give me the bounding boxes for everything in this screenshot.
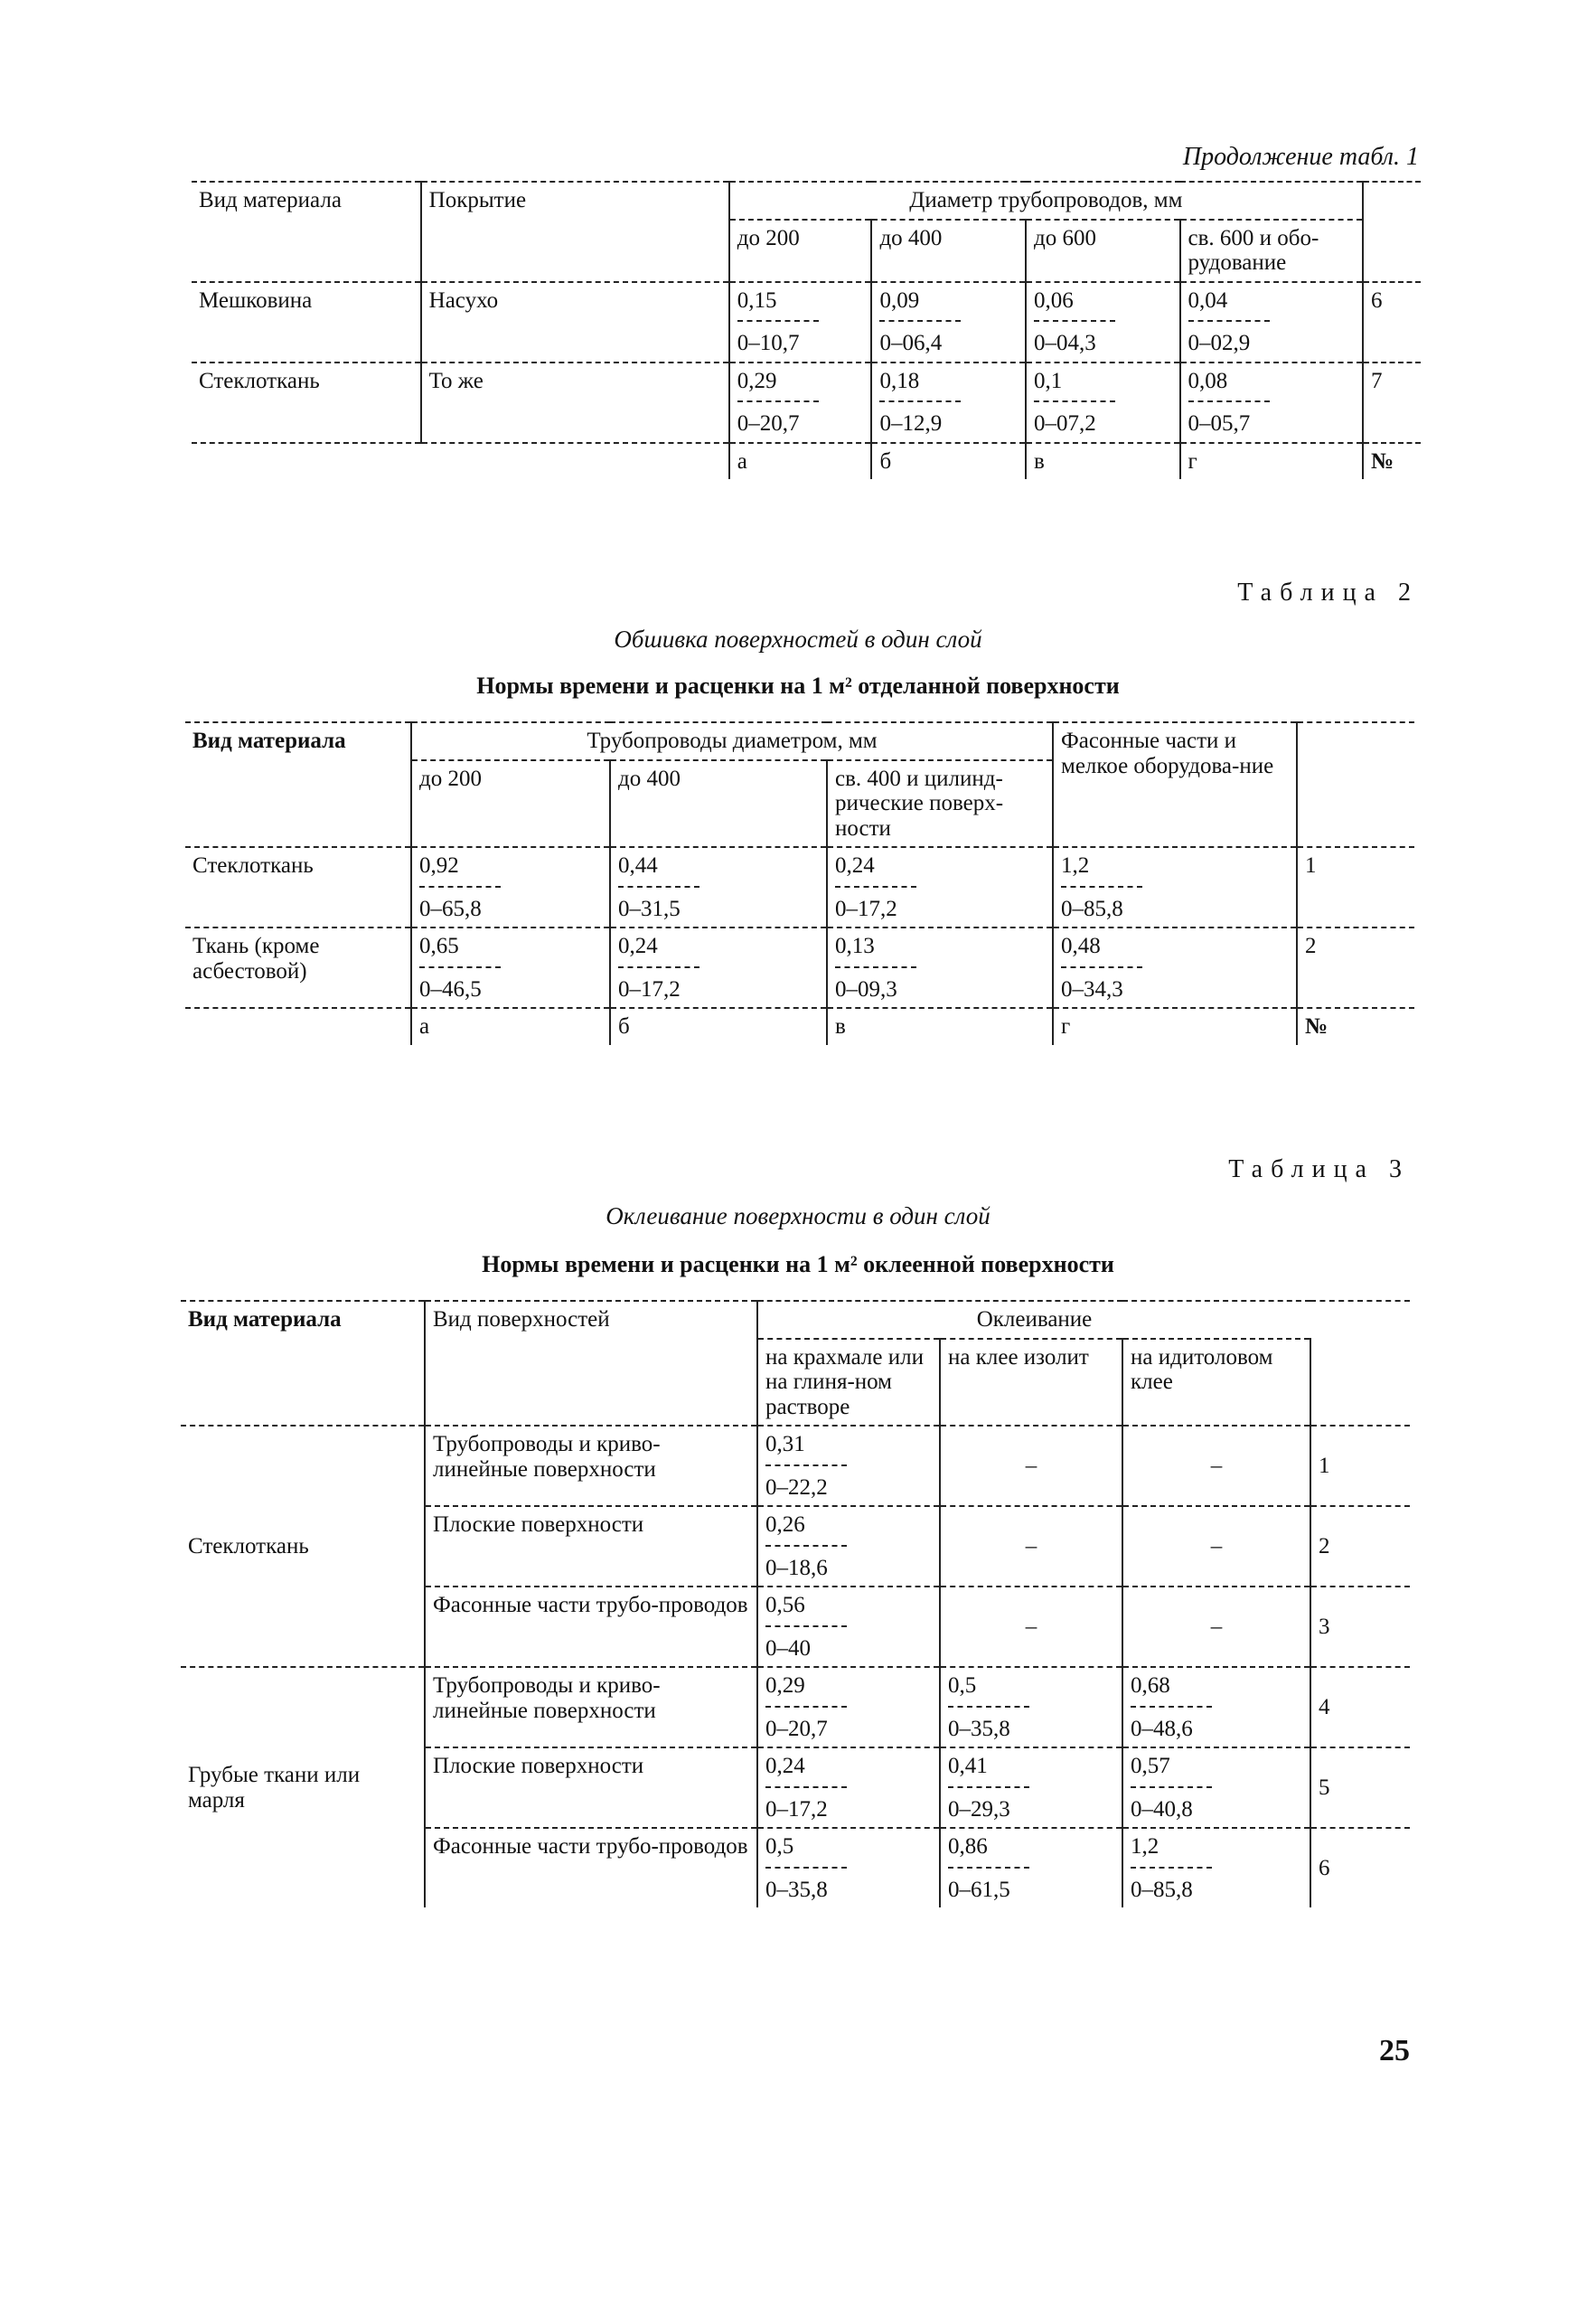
row-number: 6 xyxy=(1319,1855,1330,1880)
rate-fraction: $\frac{0,65}{0-46,5}$ xyxy=(419,934,501,1002)
rate-fraction: $\frac{0,92}{0-65,8}$ xyxy=(419,853,501,921)
surface-cell: Плоские поверхности xyxy=(425,1747,757,1828)
table-1 xyxy=(192,181,1421,479)
column-index: б xyxy=(871,443,1026,480)
table-2 xyxy=(185,721,1414,1045)
row-number: 1 xyxy=(1319,1453,1330,1478)
column-index: № xyxy=(1363,443,1421,480)
coating-cell: Насухо xyxy=(421,282,729,363)
surface-cell: Плоские поверхности xyxy=(425,1506,757,1587)
dash-cell: – xyxy=(1122,1587,1310,1667)
table-2-title: Нормы времени и расценки на 1 м² отделанной поверхности xyxy=(476,673,1120,699)
header-col-izolit: на клее изолит xyxy=(940,1339,1122,1427)
column-index: а xyxy=(729,443,872,480)
header-col-v: св. 400 и цилинд-рические поверх-ности xyxy=(827,760,1053,848)
coating-cell: То же xyxy=(421,363,729,443)
rate-fraction: $\frac{0,29}{0-20,7}$ xyxy=(737,369,819,437)
column-index-row xyxy=(192,443,1421,480)
dash-cell: – xyxy=(1122,1506,1310,1587)
table-row xyxy=(192,363,1421,443)
rate-fraction: $\frac{0,13}{0-09,3}$ xyxy=(835,934,916,1002)
row-number: 6 xyxy=(1363,282,1421,363)
header-col-a: до 200 xyxy=(729,220,872,282)
table-2-label: Таблица 2 xyxy=(1237,579,1419,607)
rate-fraction: $\frac{0,48}{0-34,3}$ xyxy=(1061,934,1142,1002)
table-row xyxy=(185,928,1414,1008)
rate-fraction: $\frac{0,24}{0-17,2}$ xyxy=(835,853,916,921)
surface-cell: Трубопроводы и криво-линейные поверхности xyxy=(425,1667,757,1747)
table-3-title: Нормы времени и расценки на 1 м² оклеенной поверхности xyxy=(482,1251,1114,1277)
rate-fraction: $\frac{0,18}{0-12,9}$ xyxy=(879,369,961,437)
material-cell: Стеклоткань xyxy=(192,853,314,878)
material-cell: Ткань (кроме асбестовой) xyxy=(192,934,320,984)
rate-fraction: $\frac{0,04}{0-02,9}$ xyxy=(1188,288,1270,356)
rate-fraction: $\frac{0,57}{0-40,8}$ xyxy=(1131,1754,1212,1822)
rate-fraction: $\frac{0,15}{0-10,7}$ xyxy=(737,288,819,356)
page-number: 25 xyxy=(1379,2034,1410,2067)
rate-fraction: $\frac{0,1}{0-07,2}$ xyxy=(1034,369,1115,437)
rate-fraction: $\frac{0,08}{0-05,7}$ xyxy=(1188,369,1270,437)
table-row xyxy=(181,1426,1410,1506)
table-2-subtitle: Обшивка поверхностей в один слой xyxy=(614,626,982,653)
rate-fraction: $\frac{0,09}{0-06,4}$ xyxy=(879,288,961,356)
rate-fraction: $\frac{0,41}{0-29,3}$ xyxy=(948,1754,1029,1822)
header-gluing: Оклеивание xyxy=(757,1301,1310,1339)
header-col-starch: на крахмале или на глиня-ном растворе xyxy=(757,1339,940,1427)
row-number: 1 xyxy=(1297,847,1414,928)
dash-cell: – xyxy=(1122,1426,1310,1506)
header-fittings: Фасонные части и мелкое оборудова-ние xyxy=(1053,722,1297,847)
surface-cell: Фасонные части трубо-проводов xyxy=(425,1587,757,1667)
row-number: 7 xyxy=(1363,363,1421,443)
header-material: Вид материала xyxy=(181,1301,425,1426)
material-cell: Стеклоткань xyxy=(181,1426,425,1667)
rate-fraction: $\frac{1,2}{0-85,8}$ xyxy=(1131,1834,1212,1902)
column-index: в xyxy=(1026,443,1180,480)
material-cell: Грубые ткани или марля xyxy=(188,1763,361,1813)
rate-fraction: $\frac{0,24}{0-17,2}$ xyxy=(765,1754,847,1822)
rate-fraction: $\frac{0,86}{0-61,5}$ xyxy=(948,1834,1029,1902)
table-row xyxy=(181,1667,1410,1747)
rate-fraction: $\frac{0,06}{0-04,3}$ xyxy=(1034,288,1115,356)
header-diameter: Диаметр трубопроводов, мм xyxy=(729,182,1363,220)
material-cell: Мешковина xyxy=(199,287,313,313)
row-number: 5 xyxy=(1319,1775,1330,1800)
column-index: г xyxy=(1180,443,1364,480)
rate-fraction: $\frac{1,2}{0-85,8}$ xyxy=(1061,853,1142,921)
rate-fraction: $\frac{0,29}{0-20,7}$ xyxy=(765,1673,847,1741)
rate-fraction: $\frac{0,56}{0-40}$ xyxy=(765,1593,847,1661)
surface-cell: Трубопроводы и криво-линейные поверхности xyxy=(425,1426,757,1506)
header-col-b: до 400 xyxy=(610,760,827,848)
table-3 xyxy=(181,1300,1410,1907)
header-num-cell xyxy=(1363,182,1421,220)
table-3-label: Таблица 3 xyxy=(1228,1155,1410,1183)
row-number: 2 xyxy=(1319,1533,1330,1558)
header-surface: Вид поверхностей xyxy=(425,1301,757,1426)
header-col-b: до 400 xyxy=(871,220,1026,282)
column-index: а xyxy=(411,1008,610,1045)
table-row xyxy=(192,282,1421,363)
column-index: г xyxy=(1053,1008,1297,1045)
row-number: 4 xyxy=(1319,1694,1330,1719)
header-col-g: св. 600 и обо-рудование xyxy=(1180,220,1364,282)
column-index: б xyxy=(610,1008,827,1045)
dash-cell: – xyxy=(940,1426,1122,1506)
header-pipes: Трубопроводы диаметром, мм xyxy=(411,722,1053,760)
dash-cell: – xyxy=(940,1506,1122,1587)
header-col-v: до 600 xyxy=(1026,220,1180,282)
dash-cell: – xyxy=(940,1587,1122,1667)
rate-fraction: $\frac{0,68}{0-48,6}$ xyxy=(1131,1673,1212,1741)
column-index-row xyxy=(185,1008,1414,1045)
column-index: в xyxy=(827,1008,1053,1045)
table-row xyxy=(185,847,1414,928)
continuation-label: Продолжение табл. 1 xyxy=(1182,143,1419,171)
header-col-iditol: на идитоловом клее xyxy=(1122,1339,1310,1427)
table-3-subtitle: Оклеивание поверхности в один слой xyxy=(606,1202,990,1229)
header-material: Вид материала xyxy=(185,722,411,847)
rate-fraction: $\frac{0,26}{0-18,6}$ xyxy=(765,1512,847,1580)
rate-fraction: $\frac{0,44}{0-31,5}$ xyxy=(618,853,699,921)
column-index: № xyxy=(1297,1008,1414,1045)
rate-fraction: $\frac{0,5}{0-35,8}$ xyxy=(948,1673,1029,1741)
rate-fraction: $\frac{0,5}{0-35,8}$ xyxy=(765,1834,847,1902)
header-col-a: до 200 xyxy=(411,760,610,848)
header-coating: Покрытие xyxy=(421,182,729,282)
row-number: 3 xyxy=(1319,1614,1330,1639)
material-cell: Стеклоткань xyxy=(199,368,320,393)
row-number: 2 xyxy=(1297,928,1414,1008)
surface-cell: Фасонные части трубо-проводов xyxy=(425,1828,757,1907)
rate-fraction: $\frac{0,31}{0-22,2}$ xyxy=(765,1432,847,1500)
header-material: Вид материала xyxy=(192,182,421,282)
rate-fraction: $\frac{0,24}{0-17,2}$ xyxy=(618,934,699,1002)
